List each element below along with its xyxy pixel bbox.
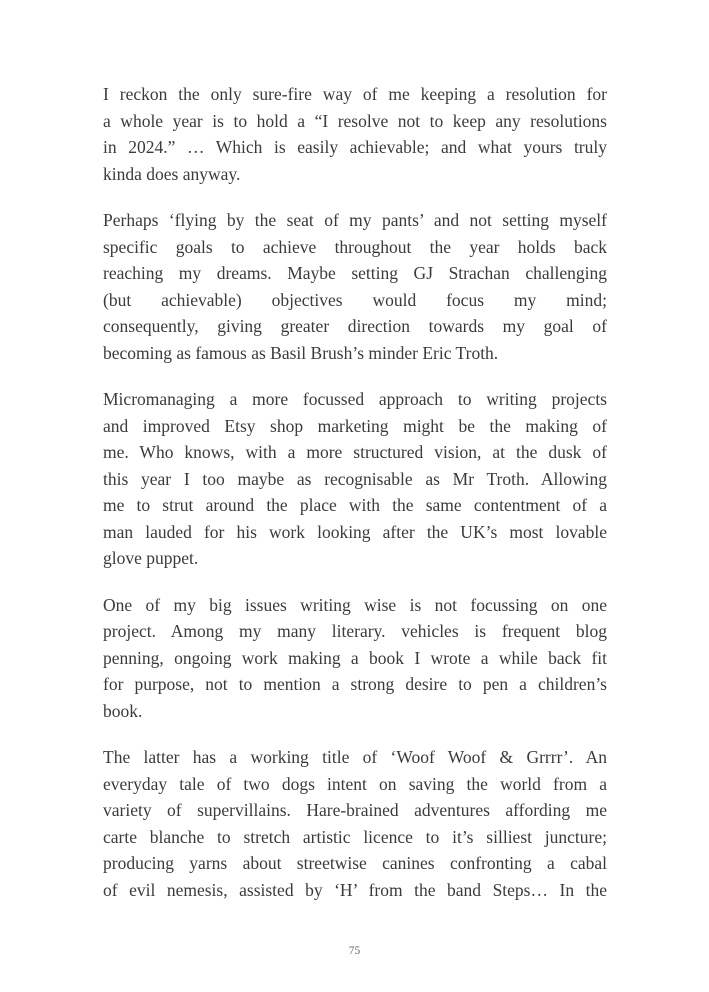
text-line: I reckon the only sure-fire way of me keeping a resolution for <box>103 84 607 104</box>
text-line: me. Who knows, with a more structured vision, at the dusk of <box>103 442 607 462</box>
text-line: Perhaps ‘flying by the seat of my pants’ and not setting myself <box>103 210 607 230</box>
text-line: kinda does anyway. <box>103 163 241 184</box>
text-line: in 2024.” … Which is easily achievable; and what yours truly <box>103 137 607 157</box>
text-line: Micromanaging a more focussed approach to writing projects <box>103 389 607 409</box>
text-line: consequently, giving greater direction towards my goal of <box>103 316 607 336</box>
text-line: penning, ongoing work making a book I wrote a while back fit <box>103 647 607 668</box>
text-line: man lauded for his work looking after the UK’s most lovable <box>103 521 607 542</box>
paragraph <box>103 386 607 572</box>
text-line: for purpose, not to mention a strong desire to pen a children’s <box>103 674 607 694</box>
text-line: a whole year is to hold a “I resolve not to keep any resolutions <box>103 110 607 131</box>
text-line: of evil nemesis, assisted by ‘H’ from the band Steps… In the <box>103 879 607 900</box>
text-line: me to strut around the place with the same contentment of a <box>103 495 607 515</box>
text-line: specific goals to achieve throughout the year holds back <box>103 236 607 257</box>
text-line: book. <box>103 700 143 721</box>
text-line: this year I too maybe as recognisable as Mr Troth. Allowing <box>103 468 607 489</box>
paragraph <box>103 207 607 366</box>
page-number-label: 75 <box>348 945 361 957</box>
paragraph <box>103 81 607 187</box>
text-line: becoming as famous as Basil Brush’s minder Eric Troth. <box>103 342 499 363</box>
text-line: glove puppet. <box>103 548 199 568</box>
text-line: project. Among my many literary. vehicles is frequent blog <box>103 621 607 641</box>
text-block <box>103 81 607 923</box>
text-line: variety of supervillains. Hare-brained adventures affording me <box>103 800 607 820</box>
text-line: carte blanche to stretch artistic licence to it’s silliest juncture; <box>103 826 607 847</box>
text-line: One of my big issues writing wise is not focussing on one <box>103 594 607 615</box>
text-line: and improved Etsy shop marketing might be the making of <box>103 415 607 436</box>
paragraph <box>103 592 607 725</box>
text-line: The latter has a working title of ‘Woof Woof & Grrrr’. An <box>103 747 607 767</box>
text-line: everyday tale of two dogs intent on saving the world from a <box>103 773 607 794</box>
paragraph <box>103 744 607 903</box>
text-line: (but achievable) objectives would focus my mind; <box>103 289 607 310</box>
text-line: producing yarns about streetwise canines confronting a cabal <box>103 853 607 873</box>
text-line: reaching my dreams. Maybe setting GJ Strachan challenging <box>103 263 607 283</box>
